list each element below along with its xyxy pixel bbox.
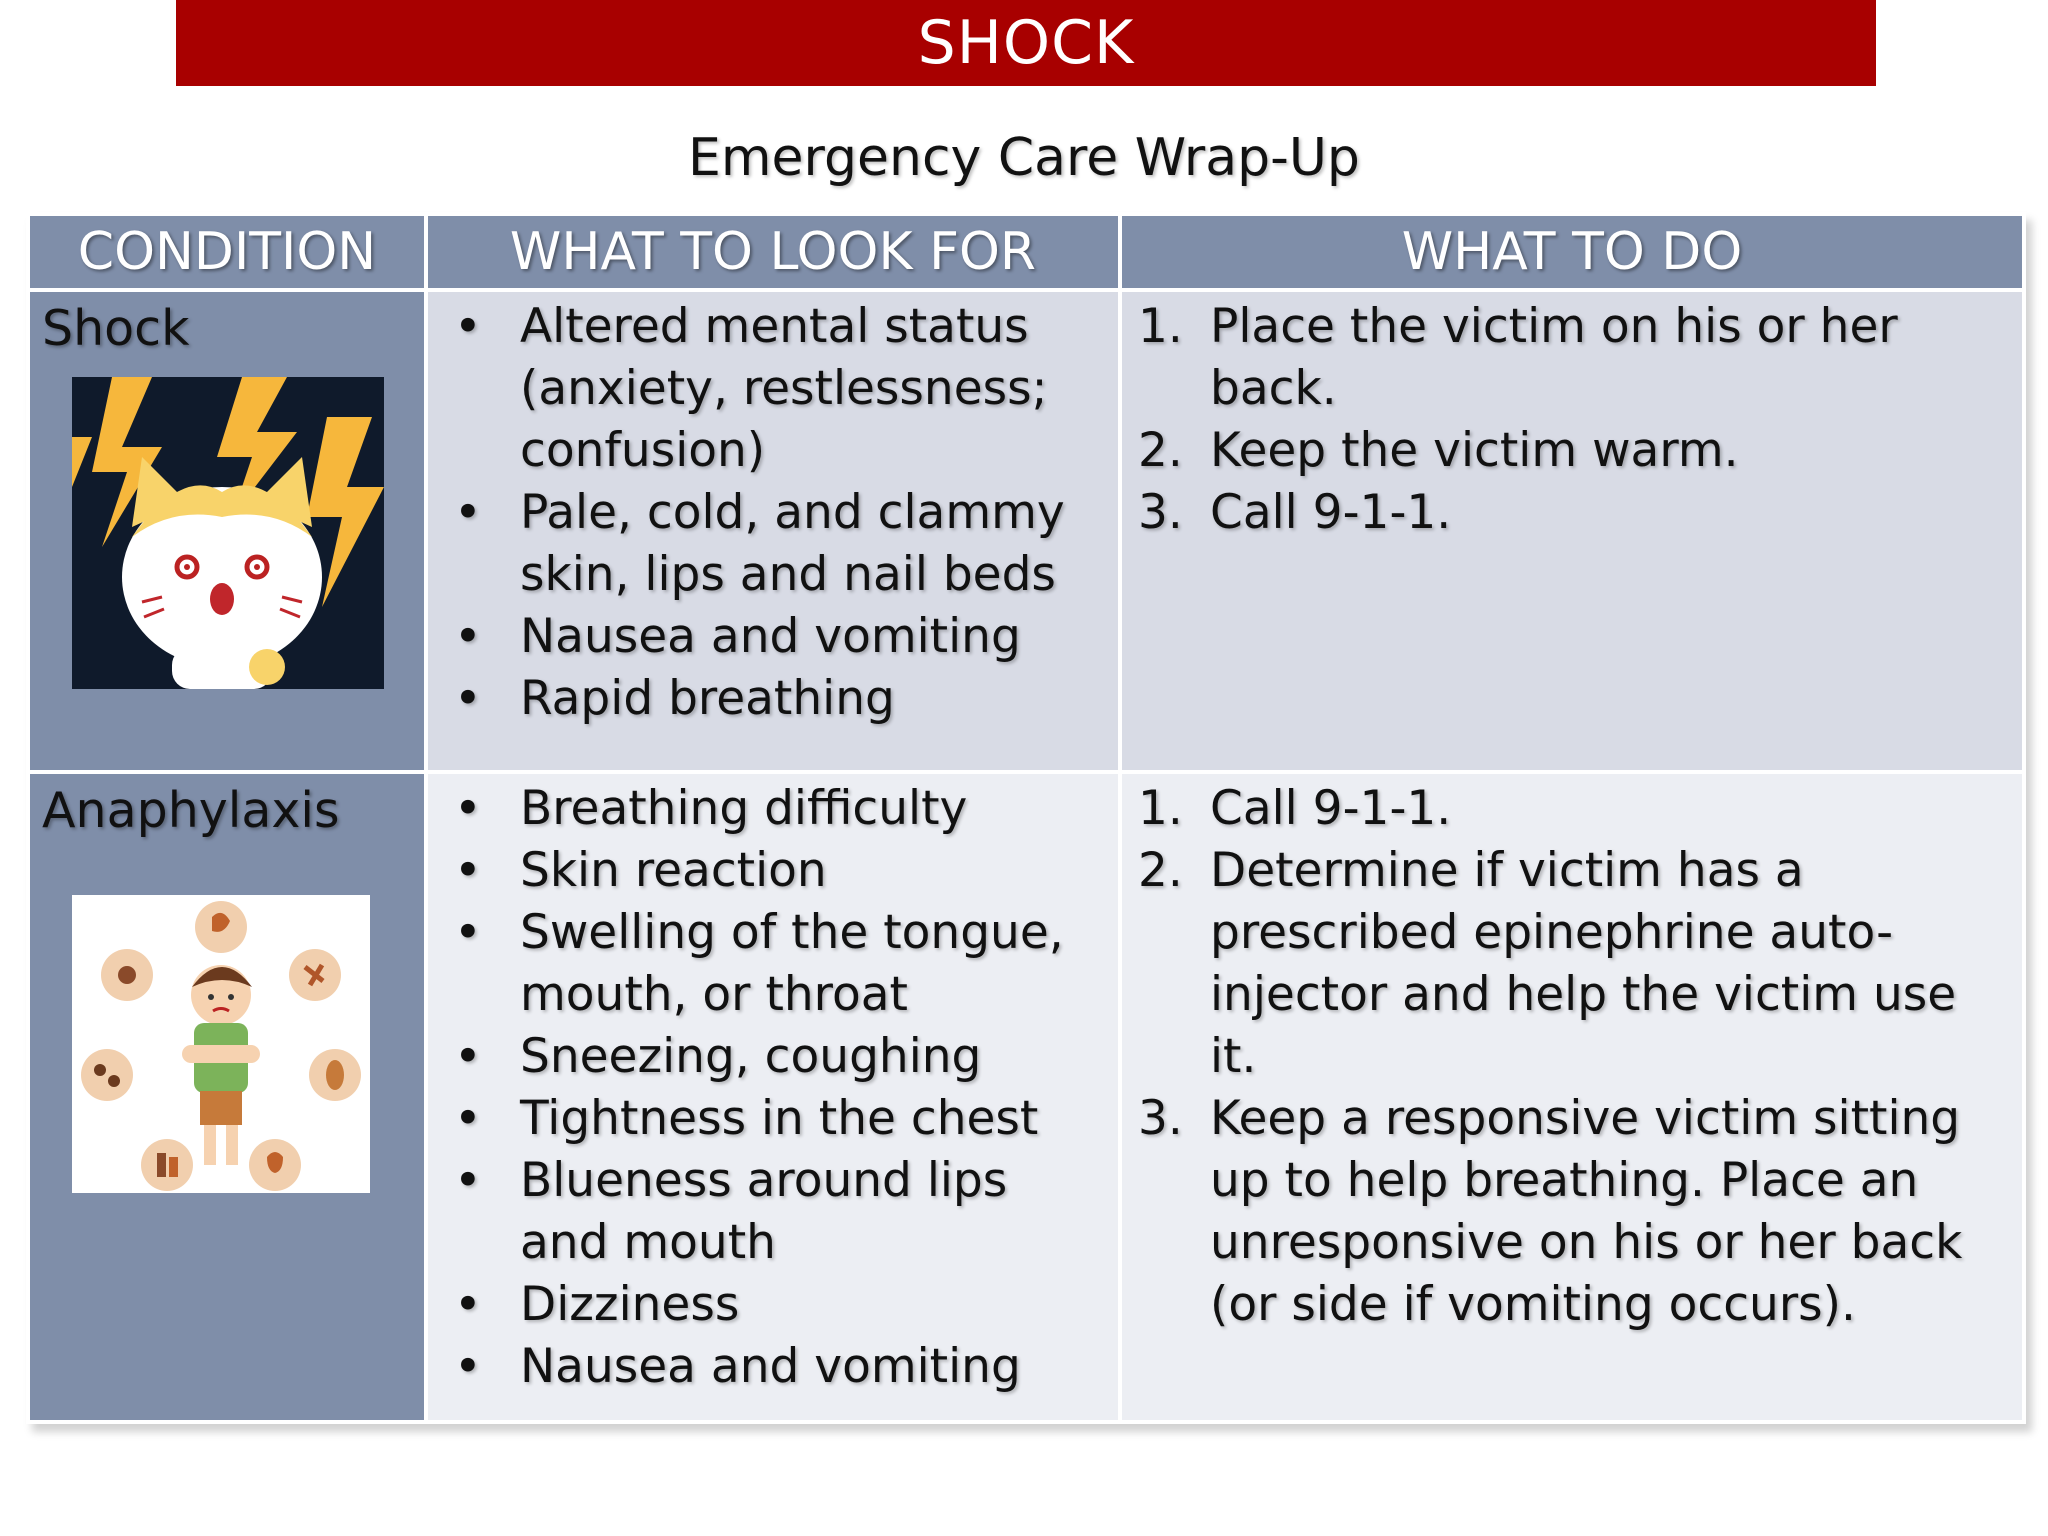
startled-cat-lightning-icon: [72, 377, 384, 689]
condition-cell-anaphylaxis: [30, 774, 424, 1420]
list-item: 2. Keep the victim warm.: [1138, 423, 1739, 478]
what-to-do-cell-shock: [1122, 292, 2022, 770]
wrap-up-table: [26, 212, 2026, 1424]
table-header-row: [30, 216, 2022, 288]
table-row-shock: [30, 292, 2022, 770]
condition-cell-shock: [30, 292, 424, 770]
list-item: • Skin reaction: [438, 840, 1108, 902]
list-item: 3. Keep a responsive victim sitting up to help breathing. Place an unresponsive on his or her back (or side if vomiting occurs).: [1138, 1091, 1963, 1332]
list-item: • Nausea and vomiting: [438, 1336, 1108, 1398]
what-to-do-cell-anaphylaxis: [1122, 774, 2022, 1420]
look-for-list-shock: [438, 296, 1108, 730]
look-for-cell-shock: [428, 292, 1118, 770]
list-item-text: Call 9-1-1.: [1210, 485, 1452, 540]
list-item-text: Determine if victim has a prescribed epinephrine auto-injector and help the victim use it.: [1210, 843, 1957, 1084]
list-item: 2. Determine if victim has a prescribed epinephrine auto-injector and help the victim use it.: [1138, 843, 1957, 1084]
list-item-text: Place the victim on his or her back.: [1210, 299, 1898, 416]
list-item: 3. Call 9-1-1.: [1138, 485, 1452, 540]
list-item-text: Keep a responsive victim sitting up to help breathing. Place an unresponsive on his or her back (or side if vomiting occurs).: [1210, 1091, 1963, 1332]
header-what-to-look-for: WHAT TO LOOK FOR: [428, 216, 1118, 288]
table-row-anaphylaxis: [30, 774, 2022, 1420]
look-for-list-anaphylaxis: [438, 778, 1108, 1398]
list-item: • Breathing difficulty: [438, 778, 1108, 840]
what-to-do-list-shock: [1132, 296, 2012, 544]
page-subtitle: Emergency Care Wrap-Up: [688, 128, 1360, 188]
condition-name: Anaphylaxis: [42, 782, 340, 839]
what-to-do-list-anaphylaxis: [1132, 778, 2012, 1336]
list-item-text: Keep the victim warm.: [1210, 423, 1739, 478]
list-item-text: Call 9-1-1.: [1210, 781, 1452, 836]
list-item: 1. Place the victim on his or her back.: [1138, 299, 1898, 416]
list-item: • Tightness in the chest: [438, 1088, 1108, 1150]
list-item: • Swelling of the tongue, mouth, or throat: [438, 902, 1108, 1026]
title-banner: SHOCK: [176, 0, 1876, 86]
list-item: • Blueness around lips and mouth: [438, 1150, 1108, 1274]
header-what-to-do: WHAT TO DO: [1122, 216, 2022, 288]
header-condition: CONDITION: [30, 216, 424, 288]
list-item: • Nausea and vomiting: [438, 606, 1108, 668]
look-for-cell-anaphylaxis: [428, 774, 1118, 1420]
allergic-child-allergens-icon: [72, 895, 370, 1193]
list-item: • Rapid breathing: [438, 668, 1108, 730]
list-item: • Dizziness: [438, 1274, 1108, 1336]
list-item: 1. Call 9-1-1.: [1138, 781, 1452, 836]
list-item: • Sneezing, coughing: [438, 1026, 1108, 1088]
list-item: • Altered mental status (anxiety, restlessness; confusion): [438, 296, 1108, 482]
condition-name: Shock: [42, 300, 190, 357]
list-item: • Pale, cold, and clammy skin, lips and nail beds: [438, 482, 1108, 606]
